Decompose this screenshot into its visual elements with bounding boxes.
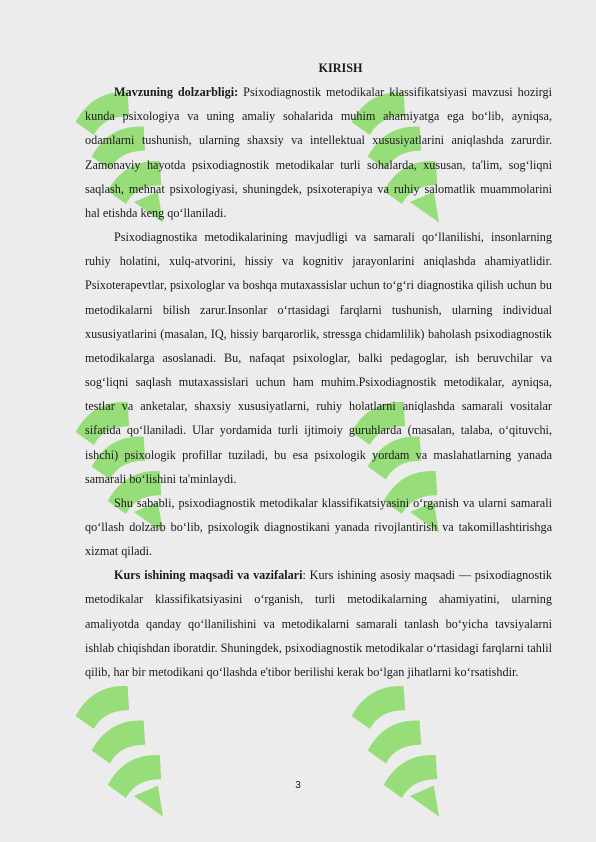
paragraph-text: : Kurs ishining asosiy maqsadi — psixodiagnostik metodikalar klassifikatsiyasini o‘rganish, turli metodikalarning ahamiyatini, ularning amaliyotda qanday qo‘llanilishini va metodikalarni samarali tanlash bo‘yicha tavsiyalarni ishlab chiqishdan iboratdir. Shuningdek, psixodiagnostik metodikalar o‘rtasidagi farqlarni tahlil qilib, har bir metodikani qo‘llashda e'tibor berilishi kerak bo‘lgan jihatlarni ko‘rsatishdir. xyxy=(85,568,552,679)
leaf-watermark-icon xyxy=(333,666,472,835)
paragraph-text: Shu sababli, psixodiagnostik metodikalar klassifikatsiyasini o‘rganish va ularni samarali qo‘llash dolzarb bo‘lib, psixologik diagnostikani yanada rivojlantirish va takomillashtirishga xizmat qiladi. xyxy=(85,495,552,559)
document-body xyxy=(85,56,552,684)
page-number: 3 xyxy=(295,780,301,791)
paragraph-lead: Mavzuning dolzarbligi: xyxy=(114,85,239,100)
paragraph-importance xyxy=(85,225,552,491)
page-title: KIRISH xyxy=(318,61,363,75)
paragraph-lead: Kurs ishining maqsadi va vazifalari xyxy=(114,568,303,583)
paragraph-text: Psixodiagnostik metodikalar klassifikatsiyasi mavzusi hozirgi kunda psixologiya va uning amaliy sohalarida muhim ahamiyatga ega bo‘lib, ayniqsa, odamlarni tushunish, ularning shaxsiy va intellektual xususiyatlarini aniqlashda zarurdir. Zamonaviy hayotda psixodiagnostik metodikalar turli sohalarda, xususan, ta'lim, sog‘liqni saqlash, mehnat psixologiyasi, shuningdek, psixoterapiya va ruhiy salomatlik muammolarini hal etishda keng qo‘llaniladi. xyxy=(85,85,552,220)
paragraph-conclusion xyxy=(85,491,552,563)
paragraph-goals xyxy=(85,563,552,684)
paragraph-text: Psixodiagnostika metodikalarining mavjudligi va samarali qo‘llanilishi, insonlarning ruhiy holatini, xulq-atvorini, hissiy va kognitiv jarayonlarini aniqlashda ahamiyatlidir. Psixoterapevtlar, psixologlar va boshqa mutaxassislar uchun to‘g‘ri diagnostika qilish uchun bu metodikalarni bilish zarur.Insonlar o‘rtasidagi farqlarni tushunish, ularning individual xususiyatlarini (masalan, IQ, hissiy barqarorlik, stressga chidamlilik) baholash psixodiagnostik metodikalarga asoslanadi. Bu, nafaqat psixologlar, balki pedagoglar, ish beruvchilar va sog‘liqni saqlash mutaxassislari uchun ham muhim.Psixodiagnostik metodikalar, ayniqsa, testlar va anketalar, shaxsiy xususiyatlarni, ruhiy holatlarni aniqlashda samarali vositalar sifatida qo‘llaniladi. Ular yordamida turli ijtimoiy guruhlarda (masalan, talaba, o‘qituvchi, ishchi) psixologik profillar tuziladi, bu esa psixologik yordam va maslahatlarning yanada samarali bo‘lishini ta'minlaydi. xyxy=(85,230,552,486)
leaf-watermark-icon xyxy=(57,666,196,835)
paragraph-relevance xyxy=(85,80,552,225)
